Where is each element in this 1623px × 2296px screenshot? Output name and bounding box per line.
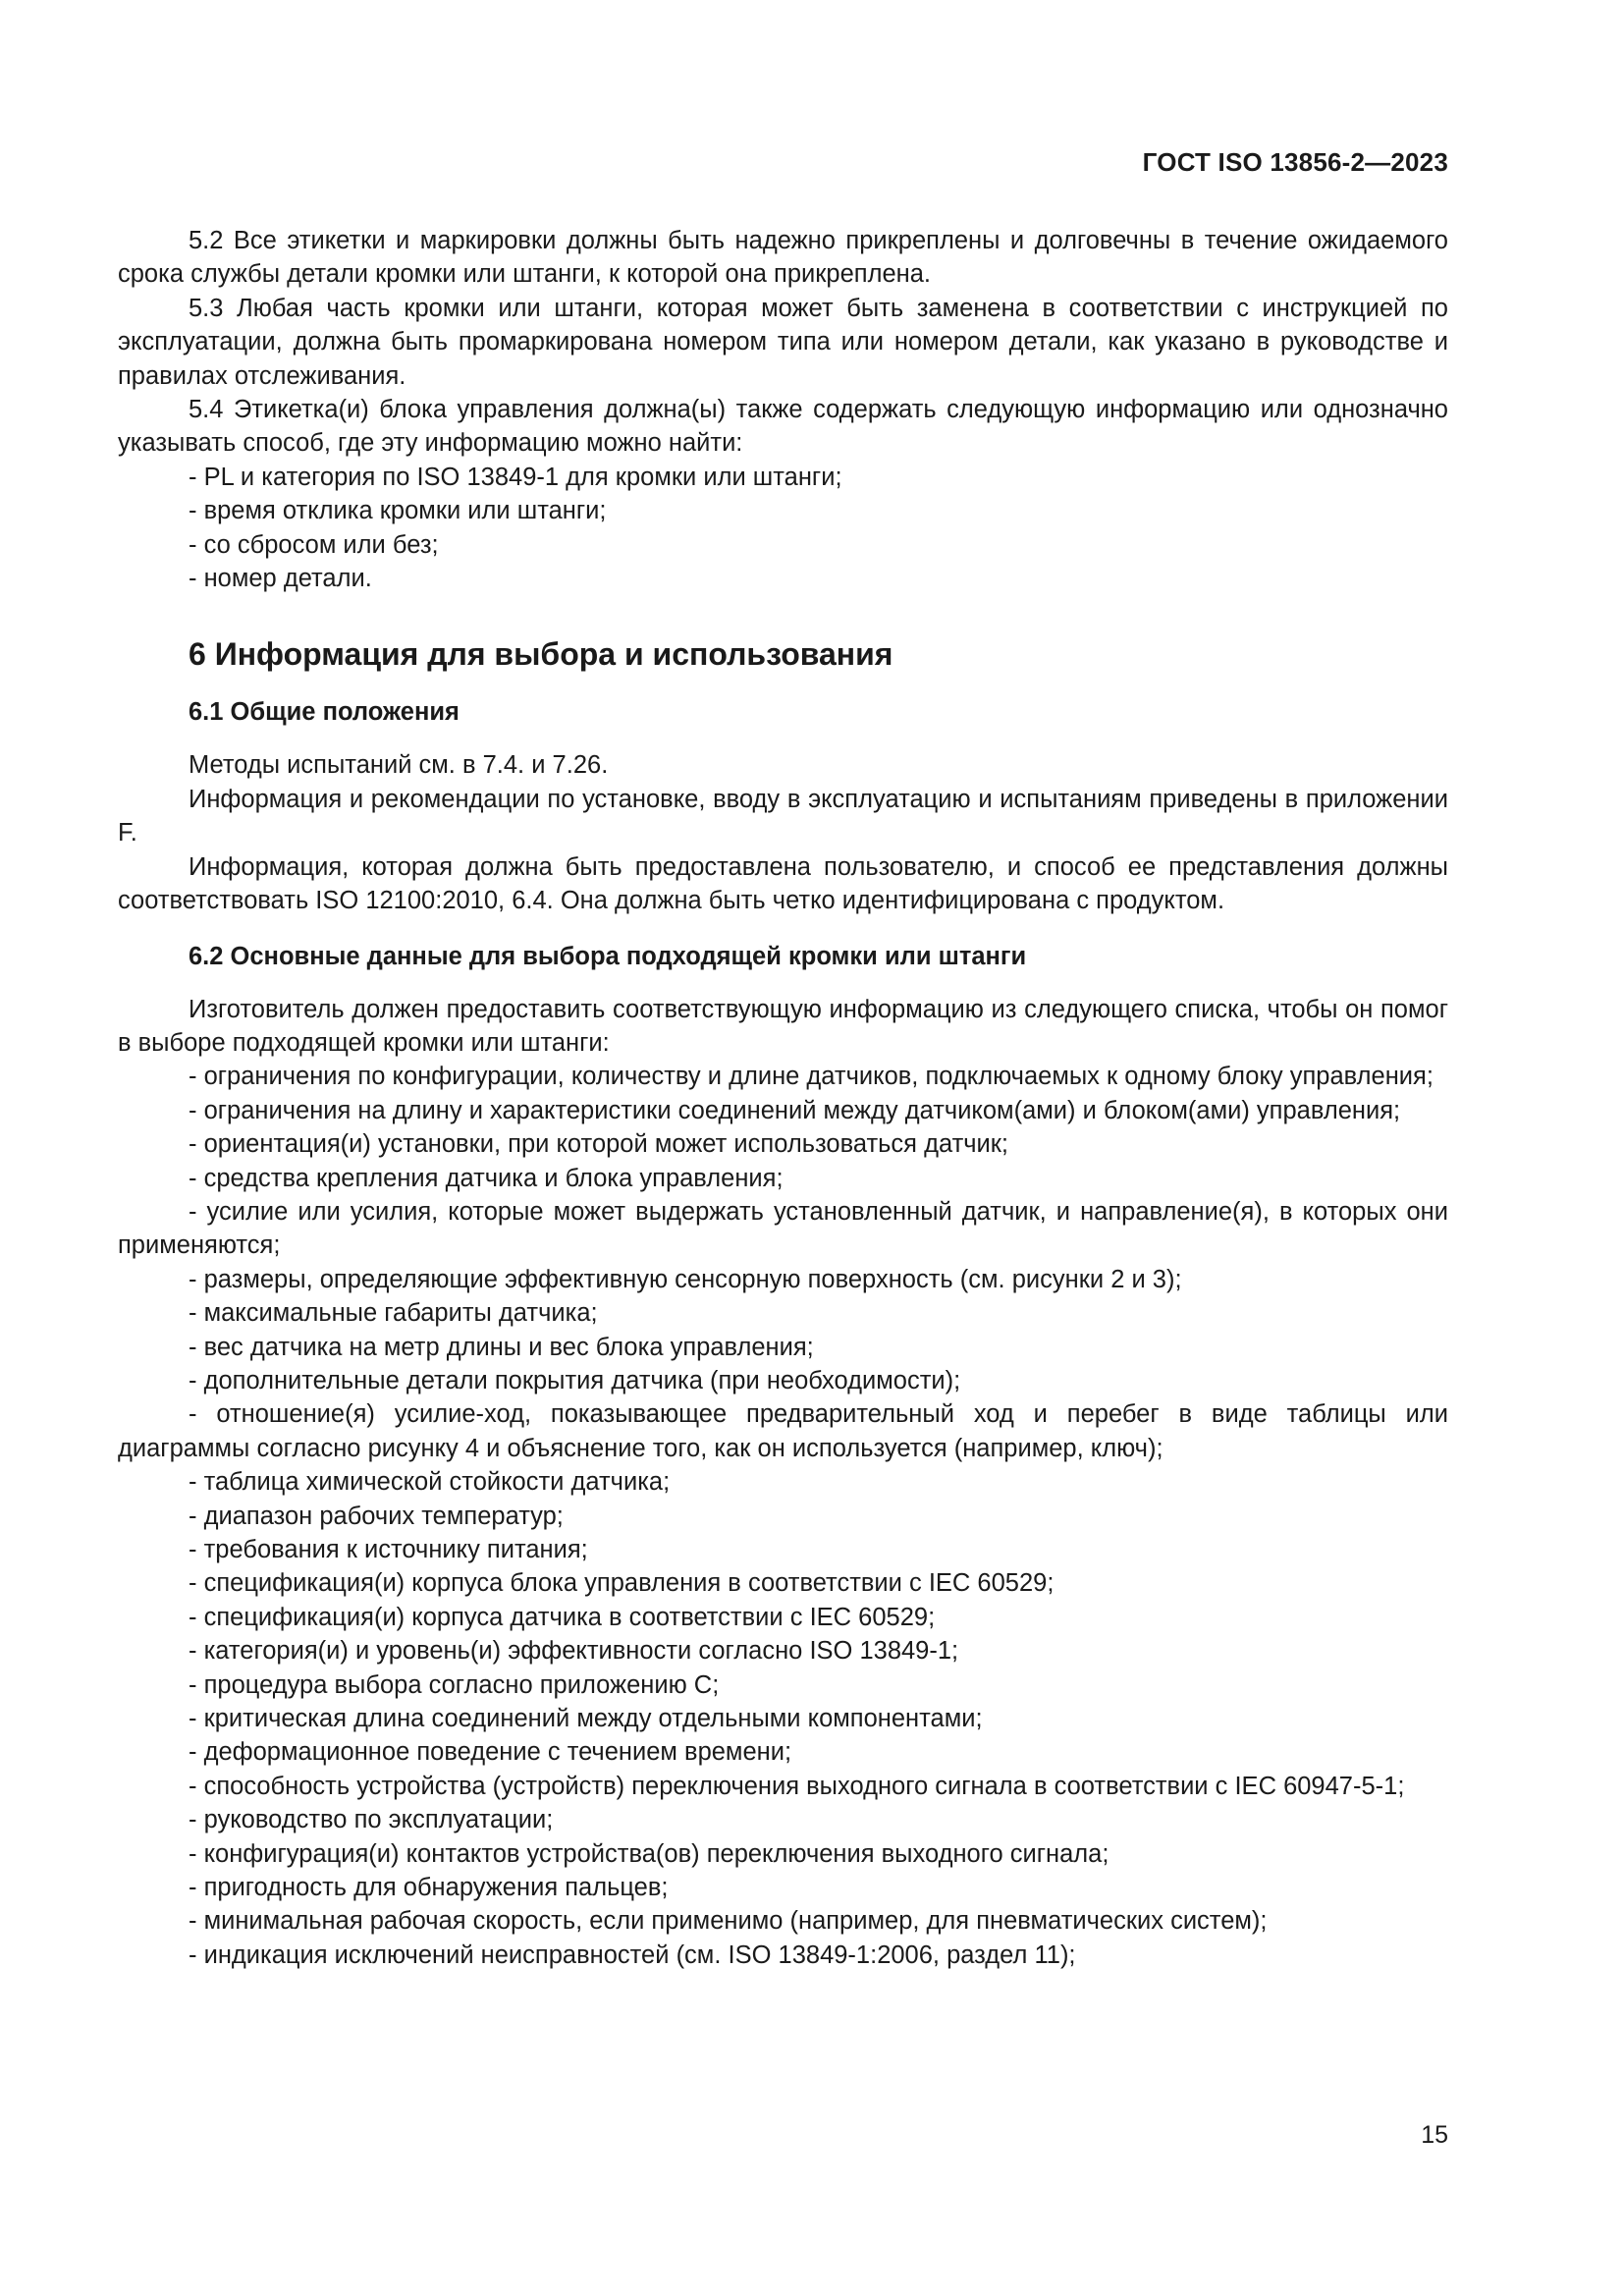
list-item: - способность устройства (устройств) переключения выходного сигнала в соответствии с IEC 60947-5-1; xyxy=(189,1772,1405,1800)
subsection-6-1-heading: 6.1 Общие положения xyxy=(189,698,460,727)
list-item: - со сбросом или без; xyxy=(189,530,439,559)
paragraph-6-1-b: Информация и рекомендации по установке, вводу в эксплуатацию и испытаниям приведены в приложении F. xyxy=(118,785,1448,847)
list-item: - пригодность для обнаружения пальцев; xyxy=(189,1874,669,1902)
page-content xyxy=(118,224,1448,1972)
list-item: - максимальные габариты датчика; xyxy=(189,1299,598,1328)
list-item: - категория(и) и уровень(и) эффективности согласно ISO 13849-1; xyxy=(189,1637,959,1666)
paragraph-6-1-c: Информация, которая должна быть предоставлена пользователю, и способ ее представления должны соответствовать ISO 12100:2010, 6.4. Она должна быть четко идентифицирована с продуктом. xyxy=(118,852,1448,915)
list-item: - спецификация(и) корпуса датчика в соответствии с IEC 60529; xyxy=(189,1603,936,1631)
list-item: - вес датчика на метр длины и вес блока управления; xyxy=(189,1333,814,1361)
paragraph-5-3: 5.3 Любая часть кромки или штанги, которая может быть заменена в соответствии с инструкцией по эксплуатации, должна быть промаркирована номером типа или номером детали, как указано в руководстве и правилах отслеживания. xyxy=(118,294,1448,390)
list-item: - PL и категория по ISO 13849-1 для кромки или штанги; xyxy=(189,463,842,491)
subsection-6-2-heading: 6.2 Основные данные для выбора подходящей кромки или штанги xyxy=(189,942,1027,970)
paragraph-5-2: 5.2 Все этикетки и маркировки должны быть надежно прикреплены и долговечны в течение ожидаемого срока службы детали кромки или штанги, к которой она прикреплена. xyxy=(118,227,1448,289)
paragraph-6-1-a: Методы испытаний см. в 7.4. и 7.26. xyxy=(189,751,609,780)
list-item: - время отклика кромки или штанги; xyxy=(189,497,607,525)
page-number: 15 xyxy=(1421,2121,1448,2149)
section-6-heading: 6 Информация для выбора и использования xyxy=(189,636,893,673)
list-item: - ориентация(и) установки, при которой может использоваться датчик; xyxy=(189,1130,1009,1159)
list-item: - усилие или усилия, которые может выдержать установленный датчик, и направление(я), в которых они применяются; xyxy=(118,1197,1448,1260)
standard-code: ГОСТ ISO 13856-2—2023 xyxy=(1142,147,1448,177)
list-item: - размеры, определяющие эффективную сенсорную поверхность (см. рисунки 2 и 3); xyxy=(189,1265,1182,1293)
list-item: - отношение(я) усилие-ход, показывающее предварительный ход и перебег в виде таблицы или диаграммы согласно рисунку 4 и объяснение того, как он используется (например, ключ); xyxy=(118,1400,1448,1462)
list-item: - руководство по эксплуатации; xyxy=(189,1806,554,1834)
list-item: - процедура выбора согласно приложению С; xyxy=(189,1670,720,1699)
list-item: - деформационное поведение с течением времени; xyxy=(189,1738,792,1767)
list-item: - дополнительные детали покрытия датчика (при необходимости); xyxy=(189,1366,961,1394)
list-item: - диапазон рабочих температур; xyxy=(189,1502,564,1530)
paragraph-6-2-intro: Изготовитель должен предоставить соответствующую информацию из следующего списка, чтобы он помог в выборе подходящей кромки или штанги: xyxy=(118,995,1448,1057)
list-item: - минимальная рабочая скорость, если применимо (например, для пневматических систем); xyxy=(189,1907,1268,1936)
paragraph-5-4: 5.4 Этикетка(и) блока управления должна(ы) также содержать следующую информацию или однозначно указывать способ, где эту информацию можно найти: xyxy=(118,396,1448,458)
list-item: - индикация исключений неисправностей (см. ISO 13849-1:2006, раздел 11); xyxy=(189,1941,1076,1969)
list-item: - ограничения по конфигурации, количеству и длине датчиков, подключаемых к одному блоку управления; xyxy=(189,1063,1434,1091)
list-item: - номер детали. xyxy=(189,565,372,593)
list-item: - средства крепления датчика и блока управления; xyxy=(189,1164,784,1192)
list-item: - спецификация(и) корпуса блока управления в соответствии с IEC 60529; xyxy=(189,1569,1055,1598)
list-item: - конфигурация(и) контактов устройства(ов) переключения выходного сигнала; xyxy=(189,1839,1109,1868)
list-item: - критическая длина соединений между отдельными компонентами; xyxy=(189,1705,983,1733)
list-item: - ограничения на длину и характеристики соединений между датчиком(ами) и блоком(ами) управления; xyxy=(189,1096,1401,1124)
list-item: - требования к источнику питания; xyxy=(189,1536,588,1563)
list-item: - таблица химической стойкости датчика; xyxy=(189,1468,671,1497)
